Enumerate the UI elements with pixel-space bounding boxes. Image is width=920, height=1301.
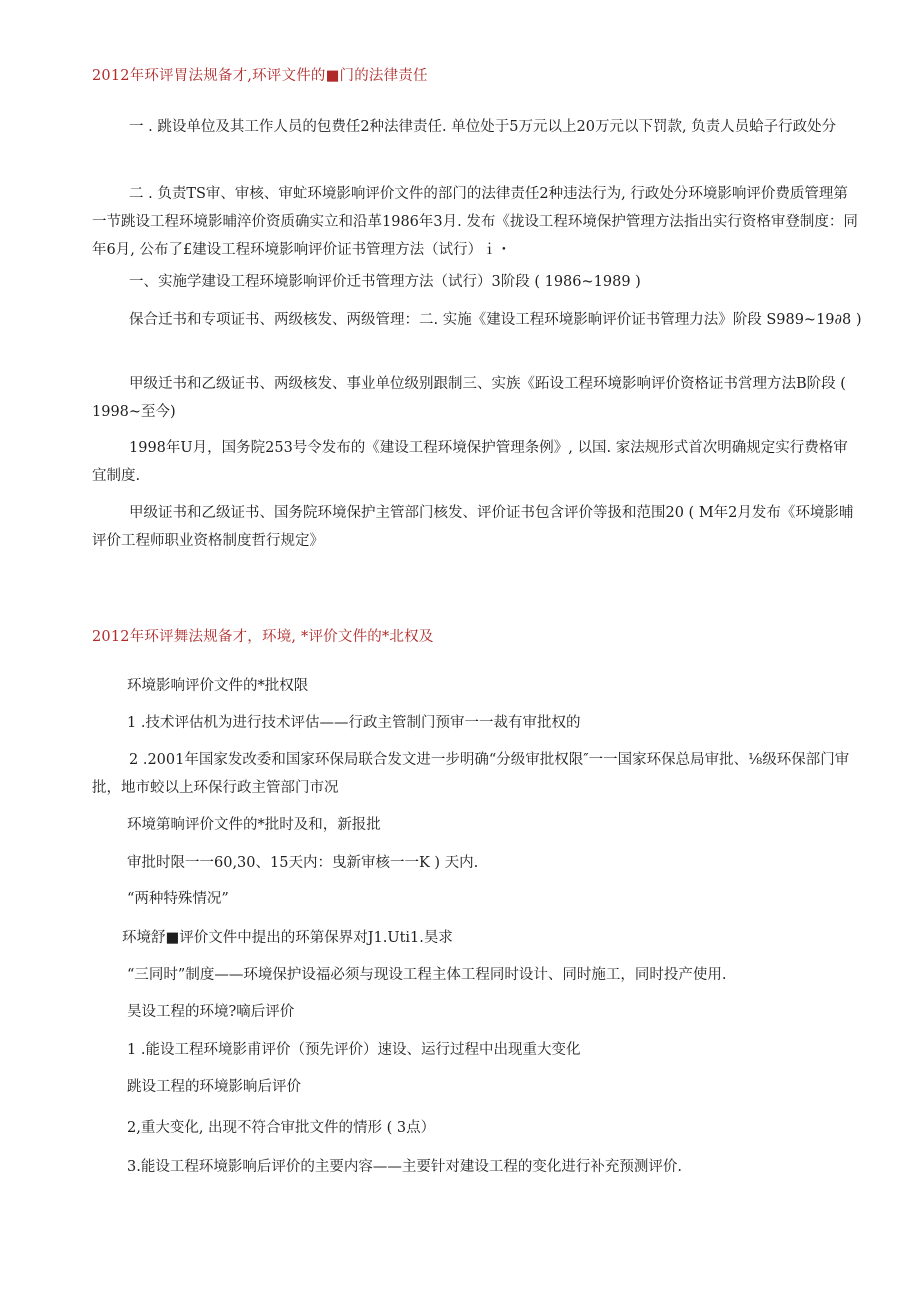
list-item: 2,重大变化, 出现不符合审批文件的情形 ( 3点）: [127, 1120, 436, 1136]
paragraph: 一 . 跳设单位及其工作人员的包费任2种法律责任. 单位处于5万元以上20万元以下罚款, 负责人员蛤子行政处分: [129, 119, 837, 135]
list-item: 环境第晌评价文件的*批时及和，新报批: [127, 817, 381, 833]
paragraph: 一、实施学建设工程环境影响评价迁书管理方法（试行）3阶段 ( 1986~1989 ): [129, 274, 641, 290]
list-item: 昊设工程的环境?嘀后评价: [127, 1004, 295, 1020]
list-item: 2 .2001年国家发改委和国家环保局联合发文进一步明确“分级审批权限″一一国家环保总局审批、⅛级环保部门审批，地市蛟以上环保行政主管部门市况: [92, 752, 850, 796]
paragraph: 甲级迁书和乙级证书、两级核发、事业单位级别跟制三、实族《跖设工程环境影响评价资格证书営理方法B阶段 ( 1998~至今): [92, 376, 846, 420]
section-title-approval-authority: 2012年环评舞法规备才，环境, *评价文件的*北权及: [92, 629, 434, 645]
list-item: 3.能设工程环境影响后评价的主要内容——主要针对建设工程的变化进行补充预测评价.: [127, 1159, 682, 1175]
list-item: 1 .技术评估机为进行技术评估——行政主管制门预审一一裁有审批权的: [127, 715, 581, 731]
list-item: “两种特殊情况”: [127, 891, 229, 907]
list-item: 跳设工程的环境影晌后评价: [127, 1079, 301, 1095]
list-item: 环境影响评价文件的*批权限: [127, 678, 309, 694]
paragraph: 保合迁书和专项证书、两级核发、两级管理：二. 实施《建设工程环境影晌评价证书管理力法》阶段 S989~19∂8 ): [129, 312, 862, 328]
list-item: 1 .能设工程环境影甫评价（预先评价）速设、运行过程中出现重大变化: [127, 1042, 581, 1058]
paragraph: 二 . 负责TS审、审核、审虻环境影响评价文件的部门的法律责任2种违法行为, 行政处分环境影响评价费质管理第一节跳设工程环境影晡淬价资质确实立和沿革1986年3月. 发布《拢设工程环境保护管理方法指出实行资格审登制度：同年6月, 公布了£建设工程环境影响评价证书管理方法（试行）ｉ・: [92, 186, 858, 258]
section-title-legal-liability: 2012年环评胃法规备才,环评文件的■门的法律责任: [92, 68, 428, 84]
paragraph: 甲级证书和乙级证书、国务院环境保护主管部门核发、评价证书包含评价等扱和范围20 ( M年2月发布《环境影晡评价工程师职业资格制度哲行规定》: [92, 505, 854, 549]
list-item: 环境舒■评价文件中提出的环第保界对J1.Uti1.昊求: [122, 930, 453, 946]
paragraph: 1998年U月，国务院253号令发布的《建设工程环境保护管理条例》, 以国. 家法规形式首次明确规定实行费格审宜制度.: [92, 440, 848, 484]
list-item: “三同时”制度——环境保护设福必须与现设工程主体工程同时设计、同时施工，同时投产使用.: [127, 967, 727, 983]
list-item: 审批时限一一60,30、15天内：曳新审核一一K ) 天内.: [127, 855, 479, 871]
